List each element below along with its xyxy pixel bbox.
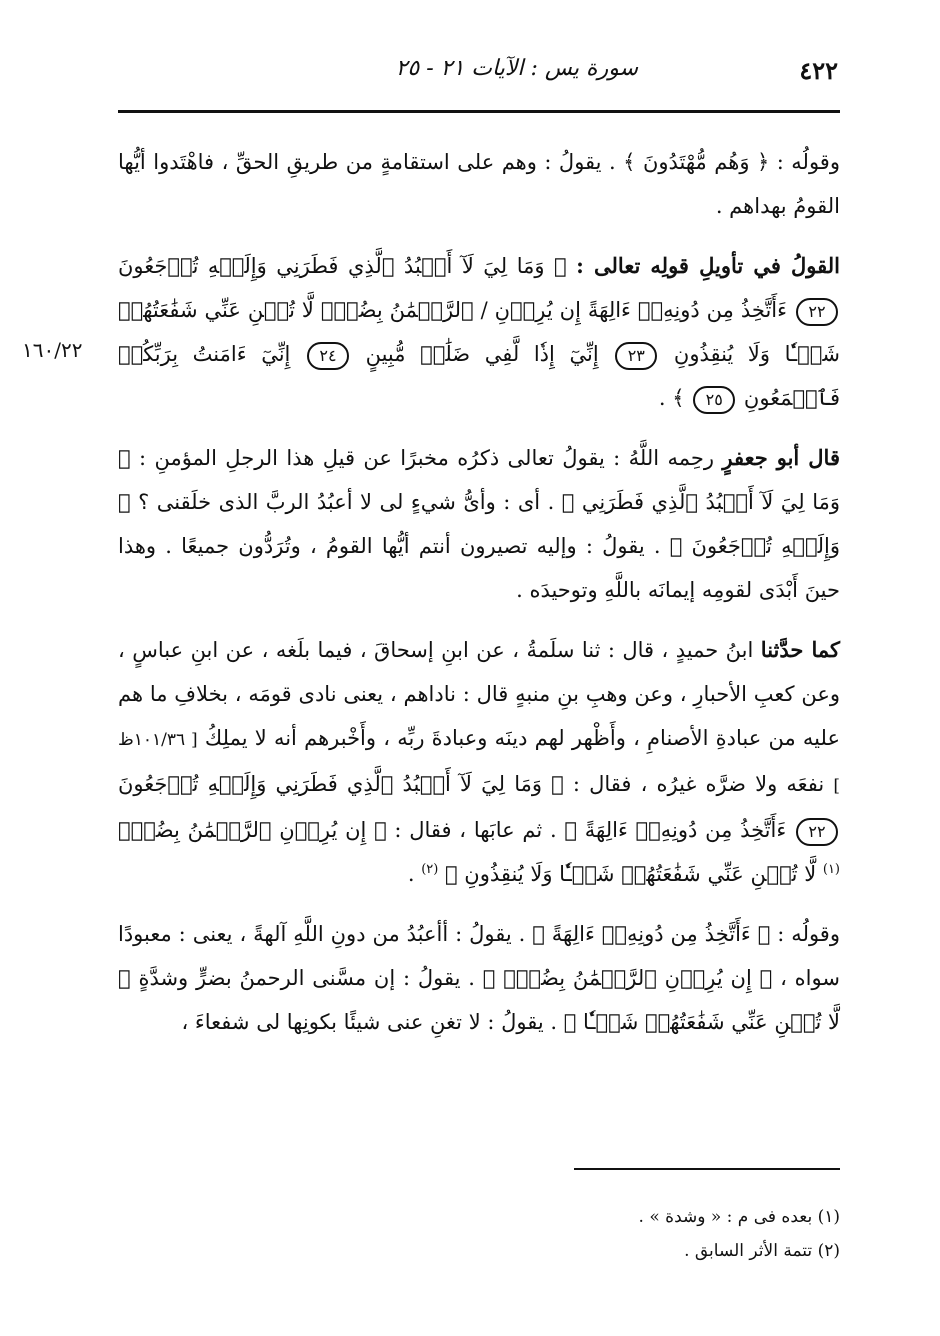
- commentary-text: . يقولُ : وإليه تصيرون أنتم أيُّها القومُ ، وتُرَدُّون جميعًا . وهذا حينَ أَبْدَى لقومِه إيمانَه باللَّهِ وتوحيدَه .: [118, 534, 840, 602]
- footnote-1: (١) بعده فى م : « وشدة » .: [638, 1207, 840, 1227]
- footnotes: [118, 1200, 840, 1268]
- page-header: [118, 52, 838, 102]
- paragraph-3: [118, 436, 840, 612]
- quote-close: ﴾ .: [658, 386, 685, 410]
- quran-quote: إِنِّيٓ إِذٗا لَّفِي ضَلَٰلٖ مُّبِينٍ: [365, 342, 599, 366]
- ayah-number-25: ٢٥: [693, 386, 735, 414]
- footnote-marker-2: (٢): [421, 862, 439, 877]
- quran-quote: لَّا تُغۡنِ عَنِّي شَفَٰعَتُهُمۡ شَيۡـٔٗا وَلَا يُنقِذُونِ ﴾: [445, 862, 817, 886]
- header-rule: [118, 110, 840, 113]
- quran-quote: إِنِّيٓ ءَامَنتُ بِرَبِّكُمۡ فَٱسۡمَعُونِ: [118, 342, 840, 410]
- quran-quote: ﴿ وَمَا لِيَ لَآ أَعۡبُدُ ٱلَّذِي فَطَرَنِي وَإِلَيۡهِ تُرۡجَعُونَ: [118, 254, 567, 278]
- paragraph-intro: وقولُه :: [776, 150, 840, 174]
- quran-quote: ﴿ إِن يُرِدۡنِ ٱلرَّحۡمَٰنُ بِضُرّٖ ﴾: [482, 966, 773, 990]
- paragraph-5: [118, 912, 840, 1044]
- paragraph-4: [118, 628, 840, 896]
- narration-lead: كما حدَّثنا: [760, 637, 840, 662]
- quran-quote: ﴿ لَّا تُغۡنِ عَنِّي شَفَٰعَتُهُمۡ شَيۡـٔٗا ﴾: [118, 966, 840, 1034]
- paragraph-1: [118, 140, 840, 228]
- paragraph-intro: وقولُه :: [777, 922, 840, 946]
- commentary-text: . أى : وأىُّ شيءٍ لى لا أعبُدُ الربَّ الذى خلَقنى ؟: [138, 490, 555, 514]
- commentary-text: نفعَه ولا ضرَّه غيرُه ، فقال :: [572, 772, 825, 796]
- page-number: ٤٢٢: [799, 56, 838, 85]
- commentary-text: . يقولُ : أأعبُدُ من دونِ اللَّهِ آلهةً ، يعنى : معبودًا سواه ،: [118, 922, 840, 990]
- quran-quote: ﴿ وَمَا لِيَ لَآ أَعۡبُدُ ٱلَّذِي فَطَرَنِي وَإِلَيۡهِ تُرۡجَعُونَ: [118, 772, 564, 796]
- footnote-2: (٢) تتمة الأثر السابق .: [684, 1241, 840, 1261]
- commentary-text: . يقولُ : وهم على استقامةٍ من طريقِ الحقِّ ، فاهْتَدوا أيُّها القومُ بهداهم .: [118, 150, 840, 218]
- running-title: سورة يس : الآيات ٢١ - ٢٥: [395, 56, 638, 81]
- quran-quote: ﴿ وَهُم مُّهْتَدُونَ ﴾: [623, 150, 770, 174]
- quran-quote: ﴿ إِن يُرِدۡنِ ٱلرَّحۡمَٰنُ بِضُرّٖ: [118, 818, 387, 842]
- paragraph-2: [118, 244, 840, 420]
- commentary-text: ابنُ حميدٍ ، قال : ثنا سلَمةُ ، عن ابنِ إسحاقَ ، فيما بلَغه ، عن ابنِ عباسٍ ، وعن كعبِ الأحبارِ ، وعن وهبِ بنِ منبهٍ قال : ناداهم ، يعنى نادى قومَه ، بخلافِ ما هم عليه من عبادةِ الأصنامِ ، وأَظْهر لهم دينَه وعبادةَ ربِّه ، وأَخْبرهم أنه لا يملِكُ: [118, 638, 840, 750]
- commentary-text: . يقولُ : لا تغنِ عنى شيئًا بكونِها لى شفعاءَ ،: [181, 1010, 558, 1034]
- margin-reference: ١٦٠/٢٢: [22, 338, 83, 362]
- ayah-number-22: ٢٢: [796, 298, 838, 326]
- quran-quote: ﴿ ءَأَتَّخِذُ مِن دُونِهِۦٓ ءَالِهَةً ﴾: [532, 922, 771, 946]
- main-text: [118, 140, 840, 1060]
- footnote-marker-1: (١): [822, 862, 840, 877]
- section-heading: القولُ في تأويلِ قولِه تعالى :: [576, 253, 841, 278]
- quran-quote: ءَأَتَّخِذُ مِن دُونِهِۦٓ ءَالِهَةً إِن يُرِدۡنِ / ٱلرَّحۡمَٰنُ بِضُرّٖ لَّا تُغۡنِ عَنِّي شَفَٰعَتُهُمۡ شَيۡـٔٗا وَلَا يُنقِذُونِ: [118, 298, 840, 366]
- quran-quote: ﴿ وَإِلَيۡهِ تُرۡجَعُونَ ﴾: [118, 490, 840, 558]
- sentence-end: .: [407, 862, 415, 886]
- commentary-text: رحِمه اللَّهُ : يقولُ تعالى ذكرُه مخبرًا عن قيلِ هذا الرجلِ المؤمنِ :: [139, 446, 714, 470]
- commentary-text: . ثم عابَها ، فقال :: [394, 818, 557, 842]
- ayah-number-23: ٢٣: [615, 342, 657, 370]
- quran-quote: ﴿ وَمَا لِيَ لَآ أَعۡبُدُ ٱلَّذِي فَطَرَنِي ﴾: [118, 446, 840, 514]
- ayah-number-22: ٢٢: [796, 818, 838, 846]
- quran-quote: ءَأَتَّخِذُ مِن دُونِهِۦٓ ءَالِهَةً ﴾: [564, 818, 787, 842]
- speaker-name: قال أبو جعفرٍ: [722, 445, 840, 470]
- footnote-rule: [574, 1168, 840, 1170]
- commentary-text: . يقولُ : إن مسَّنى الرحمنُ بضرٍّ وشدَّةٍ: [138, 966, 475, 990]
- folio-reference: [ ١٠١/٣٦ظ ]: [118, 730, 841, 796]
- ayah-number-24: ٢٤: [307, 342, 349, 370]
